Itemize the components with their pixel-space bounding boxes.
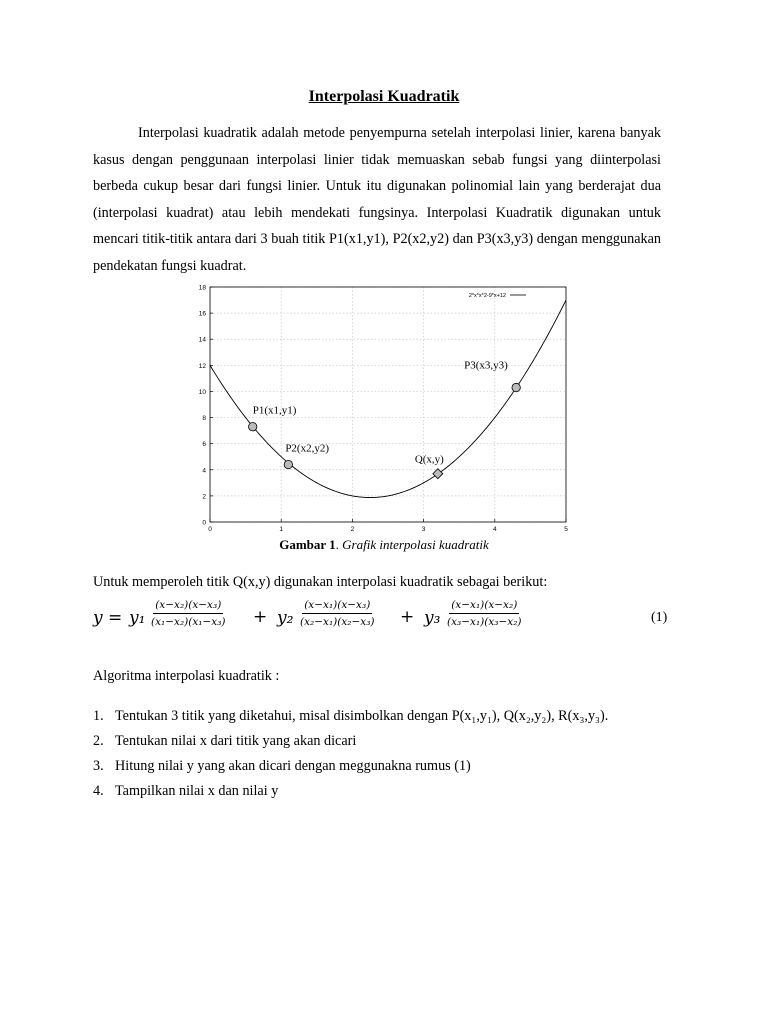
step-number: 4. — [93, 783, 104, 799]
equation-intro: Untuk memperoleh titik Q(x,y) digunakan interpolasi kuadratik sebagai berikut: — [93, 574, 548, 590]
term2-fraction — [298, 599, 377, 628]
term2-coefficient: y₂ — [277, 608, 294, 628]
y-tick-label: 18 — [198, 284, 206, 292]
y-tick-label: 0 — [202, 519, 206, 527]
plus-sign-1: + — [253, 607, 268, 627]
term2-denominator: (x₂−x₁)(x₂−x₃) — [300, 616, 375, 628]
point-label: P3(x3,y3) — [464, 359, 508, 372]
y-tick-label: 2 — [202, 493, 206, 501]
y-tick-label: 4 — [202, 467, 206, 475]
equation-number: (1) — [651, 610, 668, 625]
step-text: Tentukan nilai x dari titik yang akan dicari — [115, 733, 357, 749]
y-tick-label: 14 — [198, 336, 206, 344]
algorithm-step — [93, 729, 693, 754]
algorithm-step — [93, 704, 693, 729]
step-text: Hitung nilai y yang akan dicari dengan meggunakna rumus (1) — [115, 758, 471, 774]
term1-denominator: (x₁−x₂)(x₁−x₃) — [151, 616, 226, 628]
y-tick-label: 6 — [202, 441, 206, 449]
point-label: P2(x2,y2) — [285, 442, 330, 455]
x-tick-label: 5 — [564, 526, 568, 533]
x-tick-label: 3 — [421, 526, 426, 533]
algorithm-steps — [93, 704, 693, 804]
legend-label: 2*x*x*2-9*x+12 — [468, 293, 506, 299]
term2-numerator: (x−x₁)(x−x₃) — [302, 599, 372, 614]
step-number: 1. — [93, 708, 104, 724]
equation-lhs: y = — [93, 608, 123, 628]
y-tick-label: 10 — [198, 388, 206, 396]
quadratic-chart — [195, 281, 575, 536]
point-marker — [512, 383, 520, 391]
step-text: Tampilkan nilai x dan nilai y — [115, 783, 279, 799]
term3-denominator: (x₃−x₁)(x₃−x₂) — [447, 616, 522, 628]
page-title: Interpolasi Kuadratik — [308, 88, 460, 105]
point-label: Q(x,y) — [414, 453, 444, 466]
quadratic-interpolation-equation — [93, 599, 683, 639]
step-number: 3. — [93, 758, 104, 774]
plus-sign-2: + — [400, 607, 415, 627]
y-tick-label: 8 — [202, 415, 206, 423]
y-tick-label: 16 — [198, 310, 206, 318]
term1-fraction — [149, 599, 228, 628]
x-tick-label: 2 — [350, 526, 355, 533]
x-tick-label: 1 — [279, 526, 284, 533]
caption-text: Grafik interpolasi kuadratik — [342, 537, 489, 552]
term3-fraction — [445, 599, 524, 628]
point-marker — [284, 460, 292, 468]
x-tick-label: 0 — [208, 526, 212, 533]
y-tick-label: 12 — [198, 362, 206, 370]
algorithm-step — [93, 779, 693, 804]
algorithm-heading: Algoritma interpolasi kuadratik : — [93, 668, 280, 684]
point-label: P1(x1,y1) — [252, 404, 297, 417]
point-marker — [249, 422, 257, 430]
term3-coefficient: y₃ — [424, 608, 441, 628]
caption-label: Gambar 1 — [279, 537, 336, 552]
term3-numerator: (x−x₁)(x−x₂) — [449, 599, 519, 614]
step-text: Tentukan 3 titik yang diketahui, misal disimbolkan dengan P(x₁,y₁), Q(x₂,y₂), R(x₃,y₃). — [115, 708, 609, 724]
x-tick-label: 4 — [492, 526, 497, 533]
term1-coefficient: y₁ — [129, 608, 146, 628]
algorithm-step — [93, 754, 693, 779]
term1-numerator: (x−x₂)(x−x₃) — [153, 599, 223, 614]
figure-caption: Gambar 1. Grafik interpolasi kuadratik — [279, 537, 489, 552]
step-number: 2. — [93, 733, 104, 749]
intro-paragraph: Interpolasi kuadratik adalah metode penyempurna setelah interpolasi linier, karena banyak kasus dengan penggunaan interpolasi linier tidak memuaskan sebab fungsi yang diinterpolasi berbeda cukup besar dari fungsi linier. Untuk itu digunakan polinomial lain yang berderajat dua (interpolasi kuadrat) atau lebih mendekati fungsinya. Interpolasi Kuadratik digunakan untuk mencari titik-titik antara dari 3 buah titik P1(x1,y1), P2(x2,y2) dan P3(x3,y3) dengan menggunakan pendekatan fungsi kuadrat. — [93, 125, 661, 274]
